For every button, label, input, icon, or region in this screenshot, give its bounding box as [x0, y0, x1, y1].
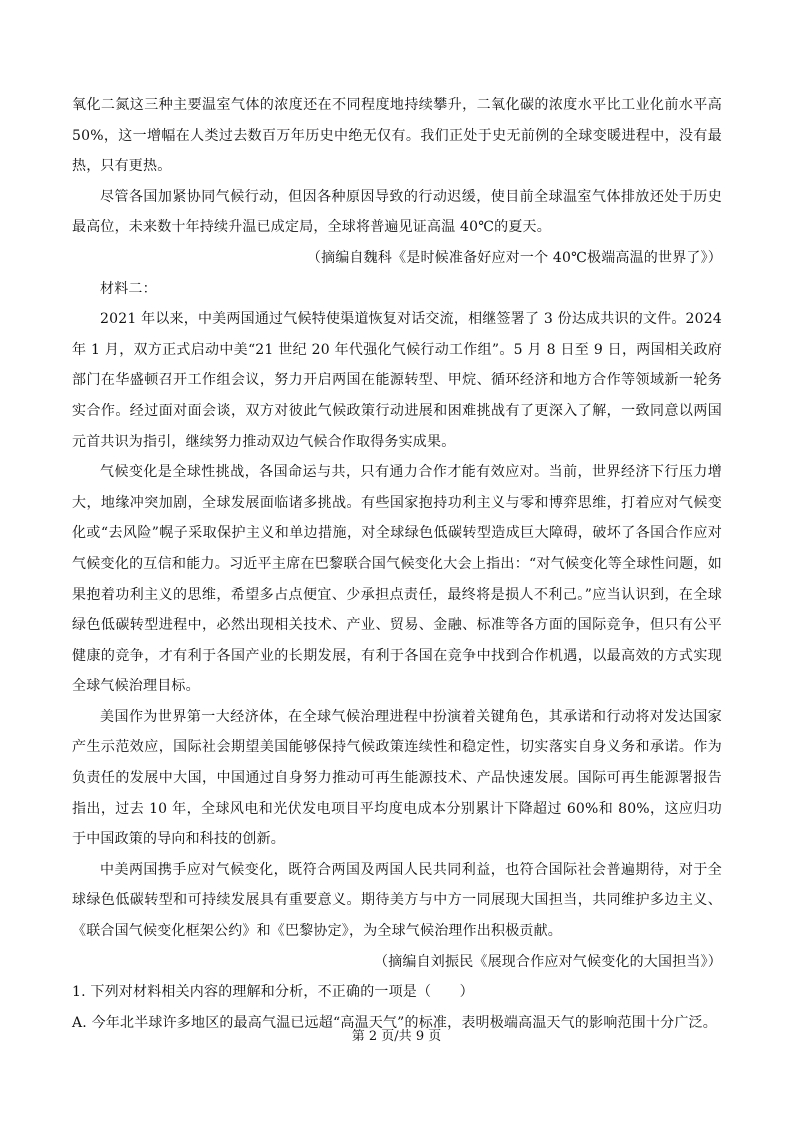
page-footer: 第 2 页/共 9 页 [351, 1029, 442, 1044]
paragraph: 尽管各国加紧协同气候行动，但因各种原因导致的行动迟缓，使目前全球温室气体排放还处于历史最高位，未来数十年持续升温已成定局，全球将普遍见证高温 40℃的夏天。 [72, 188, 722, 236]
paragraph: 2021 年以来，中美两国通过气候特使渠道恢复对话交流，相继签署了 3 份达成共识的文件。2024 年 1 月，双方正式启动中美“21 世纪 20 年代强化气候行动工作组”。5 月 8 日至 9 日，两国相关政府部门在华盛顿召开工作组会议，努力开启两国在能源转型、甲烷、循环经济和地方合作等领域新一轮务实合作。经过面对面会谈，双方对彼此气候政策行动进展和困难挑战有了更深入了解，一致同意以两国元首共识为指引，继续努力推动双边气候合作取得务实成果。 [72, 311, 722, 450]
paragraph-continuation: 氧化二氮这三种主要温室气体的浓度还在不同程度地持续攀升，二氧化碳的浓度水平比工业化前水平高50%，这一增幅在人类过去数百万年历史中绝无仅有。我们正处于史无前例的全球变暖进程中，没有最热，只有更热。 [72, 97, 722, 175]
material-heading: 材料二： [100, 280, 157, 297]
paragraph: 气候变化是全球性挑战，各国命运与共，只有通力合作才能有效应对。当前，世界经济下行压力增大，地缘冲突加剧，全球发展面临诸多挑战。有些国家抱持功利主义与零和博弈思维，打着应对气候变化或“去风险”幌子采取保护主义和单边措施，对全球绿色低碳转型造成巨大障碍，破坏了各国合作应对气候变化的互信和能力。习近平主席在巴黎联合国气候变化大会上指出：“对气候变化等全球性问题，如果抱着功利主义的思维，希望多占点便宜、少承担点责任，最终将是损人不利己。”应当认识到，在全球绿色低碳转型进程中，必然出现相关技术、产业、贸易、金融、标准等各方面的国际竞争，但只有公平健康的竞争，才有利于各国产业的长期发展，有利于各国在竞争中找到合作机遇，以最高效的方式实现全球气候治理目标。 [72, 464, 722, 695]
source-citation: （摘编自魏科《是时候准备好应对一个 40℃极端高温的世界了》） [306, 249, 722, 266]
answer-option-a: A. 今年北半球许多地区的最高气温已远超“高温天气”的标准，表明极端高温天气的影响范围十分广泛。 [72, 1014, 717, 1031]
paragraph: 美国作为世界第一大经济体，在全球气候治理进程中扮演着关键角色，其承诺和行动将对发达国家产生示范效应，国际社会期望美国能够保持气候政策连续性和稳定性，切实落实自身义务和承诺。作为负责任的发展中大国，中国通过自身努力推动可再生能源技术、产品快速发展。国际可再生能源署报告指出，过去 10 年，全球风电和光伏发电项目平均度电成本分别累计下降超过 60%和 80%，这应归功于中国政策的导向和科技的创新。 [72, 708, 722, 848]
source-citation: （摘编自刘振民《展现合作应对气候变化的大国担当》） [374, 953, 722, 970]
question-stem: 1. 下列对材料相关内容的理解和分析，不正确的一项是（ ） [72, 984, 474, 1001]
paragraph: 中美两国携手应对气候变化，既符合两国及两国人民共同利益，也符合国际社会普遍期待，对于全球绿色低碳转型和可持续发展具有重要意义。期待美方与中方一同展现大国担当，共同维护多边主义、《联合国气候变化框架公约》和《巴黎协定》，为全球气候治理作出积极贡献。 [72, 861, 722, 940]
document-body [72, 90, 722, 1038]
